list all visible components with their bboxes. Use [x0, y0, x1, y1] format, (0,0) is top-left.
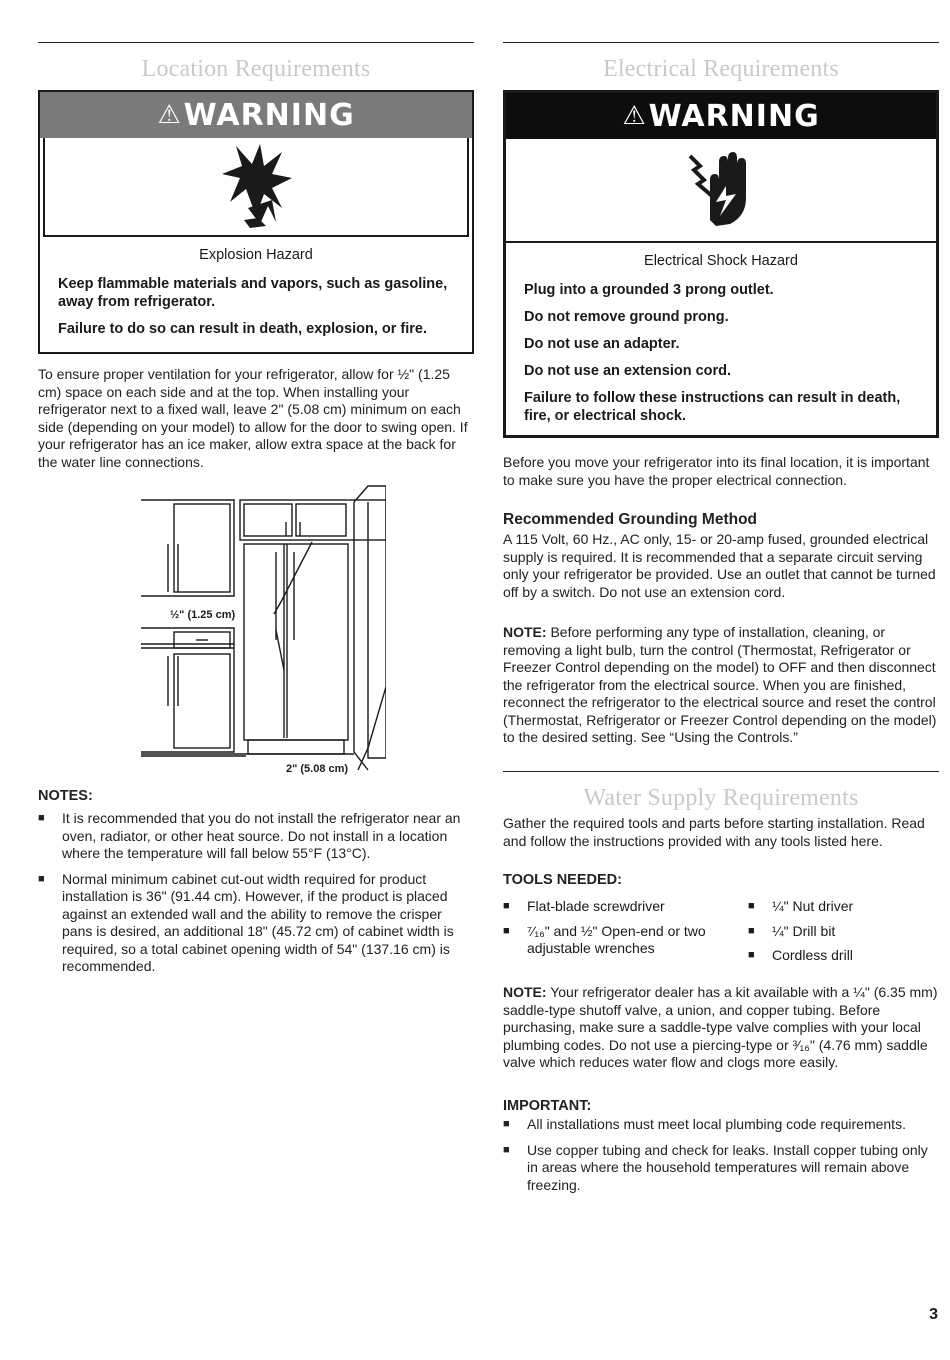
shock-warning-box: [503, 90, 939, 438]
list-item: ■ It is recommended that you do not install the refrigerator near an oven, radiator, or other heat source. Do not install in a location where the temperature will fall below 55°F (13°C).: [38, 810, 474, 863]
warning-triangle-icon: ⚠: [622, 101, 647, 131]
tools-list: [503, 898, 939, 968]
notes-heading: NOTES:: [38, 788, 93, 804]
side-clearance-label: ½" (1.25 cm): [170, 609, 236, 621]
electric-shock-hand-icon: [686, 150, 756, 230]
warning-line: Failure to do so can result in death, explosion, or fire.: [58, 321, 428, 337]
note-label: NOTE:: [503, 984, 547, 1000]
warning-line: Do not use an adapter.: [524, 336, 680, 352]
top-rule-left: [38, 42, 474, 43]
door-clearance-label: 2" (5.08 cm): [286, 763, 349, 775]
list-item: ■ ⁷⁄₁₆" and ½" Open-end or two adjustable wrenches: [503, 923, 733, 958]
warning-header: [506, 93, 936, 139]
list-item: ■ ¼" Drill bit: [748, 923, 938, 941]
ventilation-paragraph: To ensure proper ventilation for your refrigerator, allow for ½" (1.25 cm) space on each side and at the top. When installing your refrigerator next to a fixed wall, leave 2" (5.08 cm) minimum on each side (depending on your model) to allow for the door to swing open. If your refrigerator has an ice maker, allow extra space at the back for the water line connections.: [38, 366, 468, 470]
tools-heading: TOOLS NEEDED:: [503, 872, 622, 888]
location-requirements-title: Location Requirements: [141, 56, 371, 82]
note-text: Before performing any type of installation, cleaning, or removing a light bulb, turn the control (Thermostat, Refrigerator or Freezer Control depending on the model) to OFF and then disconnect the refrigerator from the electrical source. When you are finished, reconnect the refrigerator to the electrical source and reset the control (Thermostat, Refrigerator or Freezer Control depending on the model) to the desired setting. See “Using the Controls.”: [503, 624, 937, 745]
water-intro-paragraph: Gather the required tools and parts before starting installation. Read and follow the instructions provided with any tools listed here.: [503, 815, 925, 849]
warning-line: Do not remove ground prong.: [524, 309, 729, 325]
explosion-picture: [43, 138, 469, 237]
water-supply-title: Water Supply Requirements: [583, 785, 859, 811]
note-label: NOTE:: [503, 624, 547, 640]
before-moving-paragraph: Before you move your refrigerator into its final location, it is important to make sure you have the proper electrical connection.: [503, 454, 930, 488]
explosion-warning-body: [40, 237, 472, 355]
page-number: 3: [929, 1306, 938, 1323]
list-item: ■ Use copper tubing and check for leaks. Install copper tubing only in areas where the household temperatures will remain above freezing.: [503, 1142, 939, 1195]
electrical-requirements-title: Electrical Requirements: [603, 56, 839, 82]
tools-list-left: [503, 898, 733, 965]
warning-line: Failure to follow these instructions can result in death, fire, or electrical shock.: [524, 390, 901, 424]
list-item: ■ ¼" Nut driver: [748, 898, 938, 916]
list-item: ■ Normal minimum cabinet cut-out width required for product installation is 36" (91.44 cm). However, if the product is placed against an extended wall and the ability to remove the crisper pans is desired, an additional 18" (45.72 cm) of cabinet width is required, so a total cabinet opening width of 54" (137.16 cm) is recommended.: [38, 871, 474, 976]
important-heading: IMPORTANT:: [503, 1098, 592, 1114]
warning-header-text: WARNING: [648, 98, 820, 134]
shock-picture: [506, 139, 936, 243]
top-rule-right: [503, 42, 939, 43]
warning-line: Plug into a grounded 3 prong outlet.: [524, 282, 774, 298]
list-item: ■ All installations must meet local plumbing code requirements.: [503, 1116, 939, 1134]
warning-triangle-icon: ⚠: [157, 100, 182, 130]
grounding-heading: Recommended Grounding Method: [503, 511, 758, 528]
tools-list-right: [748, 898, 938, 972]
notes-list: [38, 810, 474, 984]
kit-note-text: Your refrigerator dealer has a kit available with a ¼" (6.35 mm) saddle-type shutoff valve, a union, and copper tubing. Before purchasing, make sure a saddle-type valve complies with your local plumbing codes. Do not use a piercing-type or ³⁄₁₆" (4.76 mm) saddle valve which reduces water flow and clogs more easily.: [503, 984, 938, 1070]
important-list: [503, 1116, 939, 1202]
explosion-warning-box: [38, 90, 474, 354]
warning-header: [40, 92, 472, 138]
note-paragraph: [503, 624, 939, 747]
hazard-title: Electrical Shock Hazard: [644, 253, 798, 269]
explosion-icon: [216, 144, 296, 229]
shock-warning-body: [506, 243, 936, 442]
hazard-title: Explosion Hazard: [199, 247, 313, 263]
mid-rule-right: [503, 771, 939, 772]
kit-note-paragraph: [503, 984, 939, 1072]
warning-line: Do not use an extension cord.: [524, 363, 732, 379]
grounding-paragraph: A 115 Volt, 60 Hz., AC only, 15- or 20-amp fused, grounded electrical supply is required. It is recommended that a separate circuit serving only your refrigerator be provided. Use an outlet that cannot be turned off by a switch. Do not use an extension cord.: [503, 531, 936, 600]
warning-line: Keep flammable materials and vapors, such as gasoline, away from refrigerator.: [58, 276, 448, 310]
list-item: ■ Cordless drill: [748, 947, 938, 965]
cabinet-clearance-diagram: [136, 480, 386, 776]
list-item: ■ Flat-blade screwdriver: [503, 898, 733, 916]
warning-header-text: WARNING: [183, 97, 355, 133]
